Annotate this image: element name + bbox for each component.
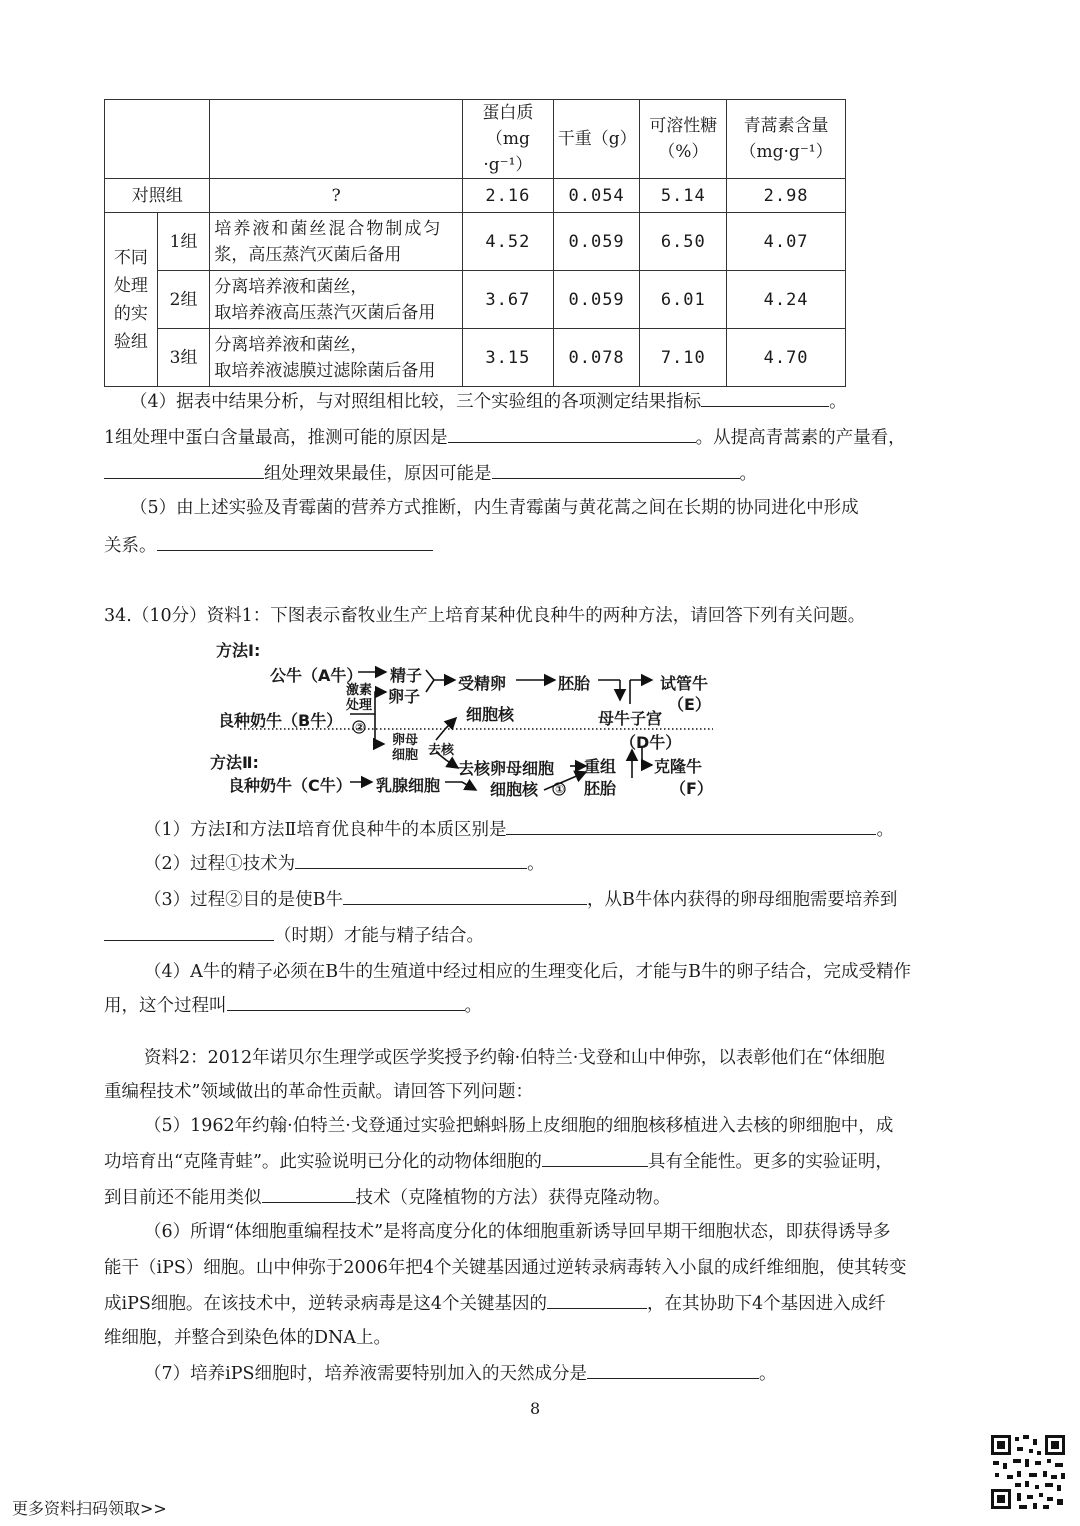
oocyte-label-bottom: 细胞 [392,748,419,763]
answer-blank[interactable] [506,812,876,835]
control-protein: 2.16 [463,179,554,213]
b-cow-label: 良种奶牛（B牛） [218,711,343,730]
control-sugar: 5.14 [640,179,727,213]
q34-4-line1: （4）A牛的精子必须在B牛的生殖道中经过相应的生理变化后，才能与B牛的卵子结合，完成受精作 [144,962,911,982]
hormone-label: 激素 [346,683,373,698]
group3-sugar: 7.10 [640,329,727,387]
q34-2: （2）过程①技术为 。 [144,846,1020,882]
group3-treatment: 分离培养液和菌丝， 取培养液滤膜过滤除菌后备用 [210,329,463,387]
method1-label: 方法Ⅰ: [216,641,261,660]
answer-blank[interactable] [104,456,264,479]
test-tube-calf-label: 试管牛 [660,674,709,693]
clone-calf-label: 克隆牛 [654,757,703,776]
table-row-group2 [105,271,846,329]
table-header-row [105,100,846,179]
header-dry-weight: 干重（g） [553,100,640,179]
footer-text[interactable]: 更多资料扫码领取>> [12,1499,167,1518]
q34-1: （1）方法Ⅰ和方法Ⅱ培育优良种牛的本质区别是 。 [144,812,1020,848]
enucleate-label: 去核 [428,743,455,758]
control-label: 对照组 [105,179,210,213]
group2-protein: 3.67 [463,271,554,329]
material2-line2: 重编程技术”领域做出的革命性贡献。请回答下列问题： [104,1082,533,1102]
group3-name: 3组 [157,329,210,387]
q4-line3: 组处理效果最佳，原因可能是 。 [104,456,980,492]
material2-line1: 资料2：2012年诺贝尔生理学或医学奖授予约翰·伯特兰·戈登和山中伸弥，以表彰他们在“体细胞 [144,1048,885,1068]
recombinant-label-top: 重组 [584,757,617,776]
group1-treatment: 培养液和菌丝混合物制成匀 浆，高压蒸汽灭菌后备用 [210,213,463,271]
nucleus-label-1: 细胞核 [466,705,515,724]
answer-blank[interactable] [701,384,829,407]
q5-line1: （5）由上述实验及青霉菌的营养方式推断，内生青霉菌与黄花蒿之间在长期的协同进化中形成 [130,498,859,518]
f-label: （F） [670,779,713,798]
q4-line1: （4）据表中结果分析，与对照组相比较，三个实验组的各项测定结果指标 。 [130,384,1006,420]
group1-protein: 4.52 [463,213,554,271]
control-dry: 0.054 [553,179,640,213]
group3-dry: 0.078 [553,329,640,387]
treatment-label: 处理 [346,698,373,713]
mammary-cell-label: 乳腺细胞 [376,776,441,795]
group1-name: 1组 [157,213,210,271]
q5-line2: 关系。 [104,528,980,564]
breeding-methods-diagram [200,632,760,802]
answer-blank[interactable] [547,1286,647,1309]
oocyte-label-top: 卵母 [392,733,419,748]
step2-marker: ② [355,721,365,734]
answer-blank[interactable] [587,1356,759,1379]
uterus-label: 母牛子宫 [598,709,663,728]
enucleated-oocyte-label: 去核卵母细胞 [458,759,555,778]
q4-line2: 1组处理中蛋白含量最高，推测可能的原因是 。从提高青蒿素的产量看， [104,420,980,456]
q34-5-line3: 到目前还不能用类似 技术（克隆植物的方法）获得克隆动物。 [104,1180,980,1216]
answer-blank[interactable] [492,456,740,479]
qr-code-icon[interactable] [989,1433,1067,1511]
q34-3-line2: （时期）才能与精子结合。 [104,918,980,954]
group1-artemisinin: 4.07 [727,213,846,271]
answer-blank[interactable] [448,420,696,443]
q34-3-line1: （3）过程②目的是使B牛 ，从B牛体内获得的卵母细胞需要培养到 [144,882,1020,918]
q34-6-line1: （6）所谓“体细胞重编程技术”是将高度分化的体细胞重新诱导回早期干细胞状态，即获得诱导多 [144,1222,891,1242]
answer-blank[interactable] [542,1144,648,1167]
header-empty-2 [210,100,463,179]
table-row-group3 [105,329,846,387]
q34-4-line2: 用，这个过程叫 。 [104,988,980,1024]
step1-marker: ① [555,783,565,796]
group2-dry: 0.059 [553,271,640,329]
q34-7: （7）培养iPS细胞时，培养液需要特别加入的天然成分是 。 [144,1356,1020,1392]
recombinant-label-bottom: 胚胎 [584,779,617,798]
header-artemisinin: 青蒿素含量 （mg·g⁻¹） [727,100,846,179]
header-protein: 蛋白质（mg ·g⁻¹） [463,100,554,179]
control-treatment: ? [210,179,463,213]
group2-treatment: 分离培养液和菌丝， 取培养液高压蒸汽灭菌后备用 [210,271,463,329]
nucleus-label-2: 细胞核 [490,780,539,799]
header-empty-1 [105,100,210,179]
answer-blank[interactable] [227,988,465,1011]
group3-protein: 3.15 [463,329,554,387]
header-sugar: 可溶性糖 （%） [640,100,727,179]
group3-artemisinin: 4.70 [727,329,846,387]
q34-intro: 34.（10分）资料1：下图表示畜牧业生产上培育某种优良种牛的两种方法，请回答下列有关问题。 [104,606,866,626]
group1-dry: 0.059 [553,213,640,271]
results-table [104,99,846,387]
a-bull-label: 公牛（A牛） [270,666,363,685]
method2-label: 方法Ⅱ: [210,753,259,772]
c-cow-label: 良种奶牛（C牛） [228,776,352,795]
sperm-label: 精子 [390,666,423,685]
group2-name: 2组 [157,271,210,329]
egg-label: 卵子 [388,687,421,706]
q34-5-line1: （5）1962年约翰·伯特兰·戈登通过实验把蝌蚪肠上皮细胞的细胞核移植进入去核的卵细胞中，成 [144,1116,894,1136]
q34-6-line4: 维细胞，并整合到染色体的DNA上。 [104,1328,391,1348]
q34-6-line3: 成iPS细胞。在该技术中，逆转录病毒是这4个关键基因的 ，在其协助下4个基因进入成纤 [104,1286,980,1322]
embryo-label: 胚胎 [558,674,591,693]
d-cow-label: （D牛） [620,733,682,752]
answer-blank[interactable] [157,528,433,551]
answer-blank[interactable] [104,918,274,941]
group2-sugar: 6.01 [640,271,727,329]
answer-blank[interactable] [262,1180,356,1203]
fertilized-egg-label: 受精卵 [458,674,507,693]
table-row-control [105,179,846,213]
q34-5-line2: 功培育出“克隆青蛙”。此实验说明已分化的动物体细胞的 具有全能性。更多的实验证明， [104,1144,980,1180]
page-number: 8 [530,1399,541,1418]
table-row-group1 [105,213,846,271]
e-label: （E） [668,695,711,714]
experimental-group-label: 不同 处理 的实 验组 [105,213,158,387]
q34-6-line2: 能干（iPS）细胞。山中伸弥于2006年把4个关键基因通过逆转录病毒转入小鼠的成纤维细胞，使其转变 [104,1258,907,1278]
answer-blank[interactable] [343,882,587,905]
group2-artemisinin: 4.24 [727,271,846,329]
group1-sugar: 6.50 [640,213,727,271]
answer-blank[interactable] [295,846,527,869]
control-artemisinin: 2.98 [727,179,846,213]
